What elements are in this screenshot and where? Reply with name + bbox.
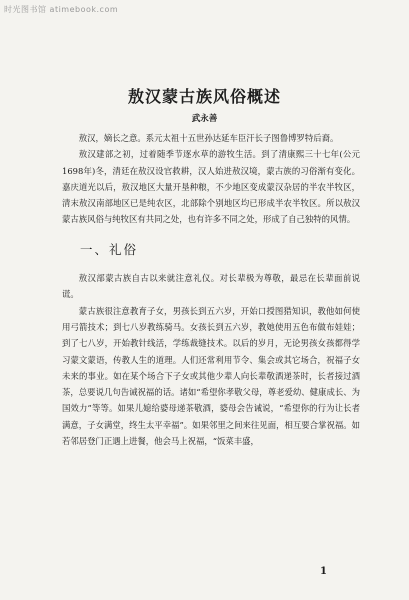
paragraph-etiquette: 敖汉部蒙古族自古以来就注意礼仪。对长辈极为尊敬，最忌在长辈面前说谎。 [62, 273, 360, 300]
author-name: 武永善 [191, 114, 218, 124]
paragraph-education: 蒙古族很注意教育子女，男孩长到五六岁，开始口授图猎知识，教他如何使用弓箭技术；到七八岁教练骑马。女孩长到五六岁，教她使用五色布做布娃娃；到了七八岁，开始教针线活，学练裁缝技术。以后的岁月，无论男孩女孩都得学习蒙文蒙语，传教人生的道理。人们还常利用节令、集会或其它场合，祝福子女未来的事业。如在某个场合下子女或其他少辈人向长辈敬酒递茶时，长者接过酒茶，总要说几句告诫祝福的话。诸如“希望你孝敬父母，尊老爱幼、健康成长、为国效力”等等。如果儿媳给婆母递茶敬酒，婆母会告诫说，“希望你的行为让长者满意，子女满堂，终生太平幸福”。如果邻里之间来往见面，相互要合掌祝福。如若邻居登门正遇上进餐，他会马上祝福，“饭菜丰盛， [62, 305, 360, 447]
watermark: 时光图书馆 atimebook.com [4, 5, 119, 14]
page-number: 1 [320, 566, 327, 577]
paragraph-history: 敖汉建部之初，过着随季节逐水草的游牧生活。到了清康熙三十七年(公元1698年)冬，清廷在敖汉设官救耕，汉人始进敖汉境，蒙古族的习俗渐有变化。嘉庆道光以后，敖汉地区大量开垦种粮，不少地区变成蒙汉杂居的半农半牧区，清末敖汉南部地区已是纯农区，北部除个别地区均已形成半农半牧区。所以敖汉蒙古族风俗与纯牧区有共同之处，也有许多不同之处，形成了自己独特的风情。 [62, 149, 360, 225]
paragraph-origin: 敖汉，嫡长之意。系元太祖十五世孙达延车臣汗长子图鲁博罗特后裔。 [78, 133, 339, 143]
section-heading: 一、礼俗 [80, 241, 139, 257]
article-title: 敖汉蒙古族风俗概述 [127, 87, 281, 106]
article-body [62, 130, 360, 449]
